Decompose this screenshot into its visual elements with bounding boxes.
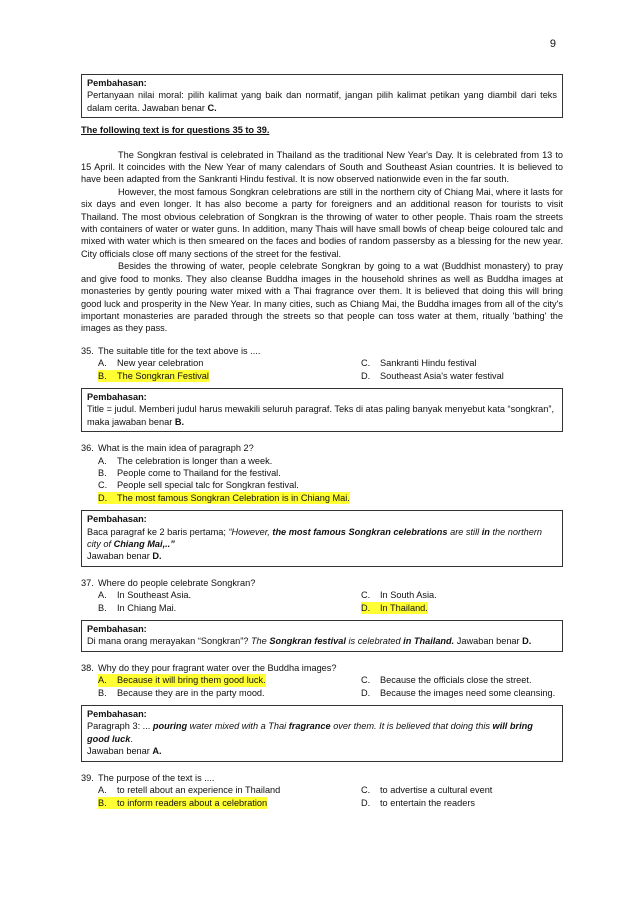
explanation-box: Pembahasan: Baca paragraf ke 2 baris pertama; “However, the most famous Songkran celebrations are still in the northern city of Chiang Mai,..” Jawaban benar D. <box>81 510 563 567</box>
option-d: D. to entertain the readers <box>361 797 475 808</box>
option-d: D. Because the images need some cleansing. <box>361 687 556 698</box>
document-content <box>81 74 563 815</box>
option-b-answer: B. The Songkran Festival <box>98 370 209 381</box>
box-title: Pembahasan: <box>87 78 147 88</box>
explanation-text: Paragraph 3: ... pouring water mixed with a Thai fragrance over them. It is believed that doing this will bring good luck. <box>87 721 533 744</box>
passage-paragraph-3: Besides the throwing of water, people celebrate Songkran by going to a wat (Buddhist monastery) to pray and give food to monks. They also cleanse Buddha images in the household shrines as well as Buddha images at monasteries by gently pouring water mixed with a Thai fragrance over them. It is believed that doing this will bring good luck and prosperity in the New Year. In many cities, such as Chiang Mai, the Buddha images from all of the city's important monasteries are paraded through the streets so that people can toss water at them, ritually 'bathing' the images as they pass. <box>81 261 563 334</box>
passage-intro: The following text is for questions 35 to 39. <box>81 125 270 136</box>
option-d: D. Southeast Asia's water festival <box>361 370 504 381</box>
question-stem: The suitable title for the text above is .... <box>98 345 261 356</box>
question-36: 36. What is the main idea of paragraph 2? A. The celebration is longer than a week. B. People come to Thailand for the festival. C. People sell special talc for Songkran festival. D. The most famous Songkran Celebration is in Chiang Mai. <box>81 442 563 504</box>
option-c: C. People sell special talc for Songkran festival. <box>98 480 299 491</box>
explanation-text: Title = judul. Memberi judul harus mewakili seluruh paragraf. Teks di atas paling banyak menyebut kata “songkran”, maka jawaban benar B. <box>87 404 555 427</box>
answer-letter: A. <box>152 746 162 757</box>
answer-letter: B. <box>174 416 185 427</box>
option-b: B. In Chiang Mai. <box>98 602 177 613</box>
explanation-text: Di mana orang merayakan “Songkran”? The Songkran festival is celebrated in Thailand. Jawaban benar D. <box>87 636 532 647</box>
explanation-box: Pembahasan: Di mana orang merayakan “Songkran”? The Songkran festival is celebrated in Thailand. Jawaban benar D. <box>81 620 563 652</box>
question-35 <box>81 345 563 382</box>
option-a: A. The celebration is longer than a week. <box>98 455 273 466</box>
explanation-text: Pertanyaan nilai moral: pilih kalimat yang baik dan normatif, jangan pilih kalimat petikan yang diambil dari teks dalam cerita. Jawaban benar C. <box>87 90 557 113</box>
answer-letter: C. <box>207 102 217 113</box>
page-number: 9 <box>549 38 556 50</box>
question-38: 38. Why do they pour fragrant water over the Buddha images? A. Because it will bring them good luck. C. Because the officials close the street. B. Because they are in the party mood. D. Because the images need some cleansing. <box>81 662 563 699</box>
question-number: 35. <box>81 345 94 356</box>
option-c: C. to advertise a cultural event <box>361 785 493 796</box>
option-a-answer: A. Because it will bring them good luck. <box>98 675 266 686</box>
option-a: A. In Southeast Asia. <box>98 590 192 601</box>
explanation-text: Baca paragraf ke 2 baris pertama; “However, the most famous Songkran celebrations are still in the northern city of Chiang Mai,..” <box>87 526 543 549</box>
question-39: 39. The purpose of the text is .... A. to retell about an experience in Thailand C. to advertise a cultural event B. to inform readers about a celebration D. to entertain the readers <box>81 772 563 809</box>
option-a: A. to retell about an experience in Thailand <box>98 785 281 796</box>
option-d-answer: D. The most famous Songkran Celebration is in Chiang Mai. <box>98 492 350 503</box>
option-b-answer: B. to inform readers about a celebration <box>98 797 268 808</box>
option-b: B. Because they are in the party mood. <box>98 687 265 698</box>
option-d-answer: D. In Thailand. <box>361 602 428 613</box>
explanation-box <box>81 74 563 118</box>
option-c: C. In South Asia. <box>361 590 437 601</box>
answer-letter: D. <box>522 636 532 647</box>
explanation-box: Pembahasan: Title = judul. Memberi judul harus mewakili seluruh paragraf. Teks di atas paling banyak menyebut kata “songkran”, maka jawaban benar B. <box>81 388 563 432</box>
passage-paragraph-2: However, the most famous Songkran celebrations are still in the northern city of Chiang Mai, where it lasts for six days and even longer. It has also become a party for foreigners and an additional reason for tourists to visit Thailand. The most obvious celebration of Songkran is the throwing of water to other people. Thais roam the streets with containers of water or water guns. In addition, many Thais will have small bowls of cheap beige coloured talc and mixed with water which is then smeared on the faces and bodies of random passersby as a blessing for the new year. City officials close off many sections of the street for the festival. <box>81 186 563 259</box>
question-37: 37. Where do people celebrate Songkran? A. In Southeast Asia. C. In South Asia. B. In Chiang Mai. D. In Thailand. <box>81 577 563 614</box>
option-c: C. Sankranti Hindu festival <box>361 358 477 369</box>
answer-letter: D. <box>152 551 162 562</box>
explanation-box: Pembahasan: Paragraph 3: ... pouring water mixed with a Thai fragrance over them. It is believed that doing this will bring good luck. Jawaban benar A. <box>81 705 563 762</box>
passage-paragraph-1: The Songkran festival is celebrated in Thailand as the traditional New Year's Day. It is celebrated from 13 to 15 April. It coincides with the New Year of many calendars of South and Southeast Asian countries. It is believed to have been adapted from the Sankranti Hindu festival. It is now observed nationwide even in the far south. <box>81 149 563 185</box>
option-a: A. New year celebration <box>98 358 204 369</box>
option-b: B. People come to Thailand for the festival. <box>98 467 281 478</box>
option-c: C. Because the officials close the street. <box>361 675 532 686</box>
